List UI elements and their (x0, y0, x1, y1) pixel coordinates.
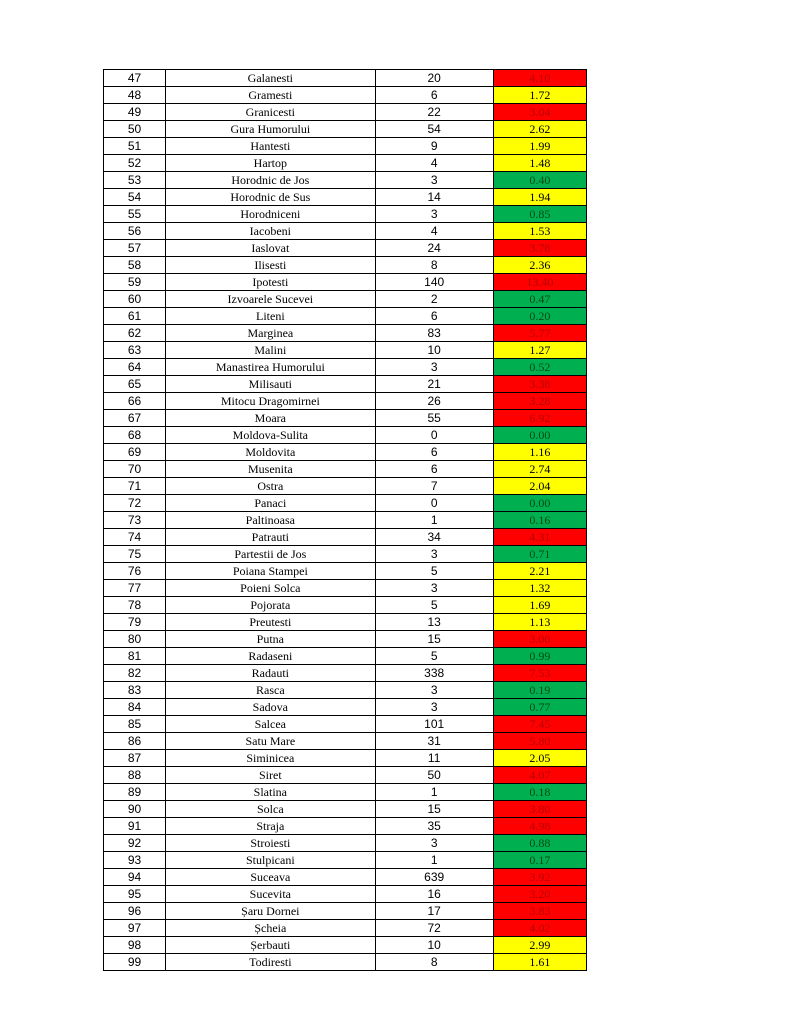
table-row (104, 529, 587, 546)
row-number-cell: 72 (104, 495, 166, 512)
row-number-cell: 54 (104, 189, 166, 206)
case-count-cell: 3 (375, 206, 493, 223)
locality-name-cell: Ilisesti (166, 257, 375, 274)
table-row (104, 478, 587, 495)
locality-name-cell: Satu Mare (166, 733, 375, 750)
table-row (104, 580, 587, 597)
incidence-rate-cell: 0.52 (493, 359, 586, 376)
incidence-rate-cell: 3.92 (493, 869, 586, 886)
incidence-rate-cell: 1.53 (493, 223, 586, 240)
incidence-rate-cell: 0.99 (493, 648, 586, 665)
case-count-cell: 9 (375, 138, 493, 155)
locality-name-cell: Horodnic de Sus (166, 189, 375, 206)
incidence-rate-cell: 0.40 (493, 172, 586, 189)
row-number-cell: 83 (104, 682, 166, 699)
row-number-cell: 59 (104, 274, 166, 291)
incidence-rate-cell: 2.36 (493, 257, 586, 274)
incidence-rate-cell: 1.48 (493, 155, 586, 172)
locality-name-cell: Milisauti (166, 376, 375, 393)
locality-name-cell: Șcheia (166, 920, 375, 937)
table-row (104, 325, 587, 342)
table-row (104, 121, 587, 138)
row-number-cell: 94 (104, 869, 166, 886)
case-count-cell: 26 (375, 393, 493, 410)
locality-name-cell: Gramesti (166, 87, 375, 104)
table-row (104, 597, 587, 614)
row-number-cell: 84 (104, 699, 166, 716)
incidence-rate-cell: 2.62 (493, 121, 586, 138)
case-count-cell: 1 (375, 512, 493, 529)
incidence-rate-cell: 0.17 (493, 852, 586, 869)
incidence-rate-cell: 4.10 (493, 70, 586, 87)
case-count-cell: 11 (375, 750, 493, 767)
incidence-rate-cell: 1.94 (493, 189, 586, 206)
table-row (104, 937, 587, 954)
incidence-rate-cell: 0.85 (493, 206, 586, 223)
table-row (104, 784, 587, 801)
case-count-cell: 20 (375, 70, 493, 87)
case-count-cell: 22 (375, 104, 493, 121)
incidence-rate-cell: 0.00 (493, 495, 586, 512)
row-number-cell: 79 (104, 614, 166, 631)
row-number-cell: 76 (104, 563, 166, 580)
case-count-cell: 7 (375, 478, 493, 495)
case-count-cell: 101 (375, 716, 493, 733)
locality-name-cell: Siret (166, 767, 375, 784)
row-number-cell: 90 (104, 801, 166, 818)
case-count-cell: 3 (375, 699, 493, 716)
incidence-rate-cell: 0.88 (493, 835, 586, 852)
incidence-rate-cell: 2.05 (493, 750, 586, 767)
table-row (104, 835, 587, 852)
table-row (104, 104, 587, 121)
table-row (104, 376, 587, 393)
row-number-cell: 75 (104, 546, 166, 563)
table-row (104, 308, 587, 325)
row-number-cell: 50 (104, 121, 166, 138)
locality-name-cell: Paltinoasa (166, 512, 375, 529)
locality-name-cell: Iacobeni (166, 223, 375, 240)
table-row (104, 648, 587, 665)
table-row (104, 716, 587, 733)
row-number-cell: 52 (104, 155, 166, 172)
case-count-cell: 1 (375, 784, 493, 801)
table-row (104, 546, 587, 563)
case-count-cell: 10 (375, 342, 493, 359)
table-row (104, 240, 587, 257)
case-count-cell: 6 (375, 461, 493, 478)
row-number-cell: 64 (104, 359, 166, 376)
row-number-cell: 88 (104, 767, 166, 784)
locality-name-cell: Șaru Dornei (166, 903, 375, 920)
incidence-rate-cell: 0.77 (493, 699, 586, 716)
row-number-cell: 49 (104, 104, 166, 121)
locality-name-cell: Stroiesti (166, 835, 375, 852)
incidence-rate-cell: 1.72 (493, 87, 586, 104)
incidence-rate-cell: 6.92 (493, 410, 586, 427)
table-row (104, 665, 587, 682)
locality-name-cell: Todiresti (166, 954, 375, 971)
locality-name-cell: Salcea (166, 716, 375, 733)
case-count-cell: 5 (375, 648, 493, 665)
locality-name-cell: Musenita (166, 461, 375, 478)
table-row (104, 359, 587, 376)
incidence-rate-cell: 13.40 (493, 274, 586, 291)
locality-name-cell: Stulpicani (166, 852, 375, 869)
case-count-cell: 3 (375, 835, 493, 852)
incidence-rate-cell: 7.53 (493, 665, 586, 682)
locality-name-cell: Hantesti (166, 138, 375, 155)
table-row (104, 393, 587, 410)
row-number-cell: 65 (104, 376, 166, 393)
locality-name-cell: Radaseni (166, 648, 375, 665)
row-number-cell: 68 (104, 427, 166, 444)
locality-name-cell: Gura Humorului (166, 121, 375, 138)
row-number-cell: 67 (104, 410, 166, 427)
table-row (104, 87, 587, 104)
row-number-cell: 78 (104, 597, 166, 614)
row-number-cell: 92 (104, 835, 166, 852)
row-number-cell: 53 (104, 172, 166, 189)
table-row (104, 461, 587, 478)
row-number-cell: 77 (104, 580, 166, 597)
case-count-cell: 8 (375, 257, 493, 274)
case-count-cell: 8 (375, 954, 493, 971)
incidence-rate-cell: 1.61 (493, 954, 586, 971)
case-count-cell: 6 (375, 444, 493, 461)
table-row (104, 733, 587, 750)
locality-name-cell: Liteni (166, 308, 375, 325)
incidence-rate-cell: 1.16 (493, 444, 586, 461)
incidence-rate-cell: 3.38 (493, 376, 586, 393)
row-number-cell: 91 (104, 818, 166, 835)
incidence-rate-cell: 1.27 (493, 342, 586, 359)
row-number-cell: 48 (104, 87, 166, 104)
case-count-cell: 2 (375, 291, 493, 308)
case-count-cell: 3 (375, 172, 493, 189)
case-count-cell: 0 (375, 427, 493, 444)
table-row (104, 155, 587, 172)
incidence-rate-cell: 0.16 (493, 512, 586, 529)
incidence-rate-cell: 2.21 (493, 563, 586, 580)
incidence-rate-cell: 2.99 (493, 937, 586, 954)
case-count-cell: 3 (375, 546, 493, 563)
incidence-rate-cell: 7.45 (493, 716, 586, 733)
locality-name-cell: Patrauti (166, 529, 375, 546)
row-number-cell: 80 (104, 631, 166, 648)
locality-name-cell: Radauti (166, 665, 375, 682)
row-number-cell: 47 (104, 70, 166, 87)
locality-name-cell: Iaslovat (166, 240, 375, 257)
case-count-cell: 639 (375, 869, 493, 886)
locality-name-cell: Moldova-Sulita (166, 427, 375, 444)
row-number-cell: 93 (104, 852, 166, 869)
incidence-rate-cell: 3.04 (493, 104, 586, 121)
case-count-cell: 3 (375, 359, 493, 376)
locality-name-cell: Sadova (166, 699, 375, 716)
case-count-cell: 54 (375, 121, 493, 138)
case-count-cell: 3 (375, 580, 493, 597)
row-number-cell: 66 (104, 393, 166, 410)
row-number-cell: 61 (104, 308, 166, 325)
row-number-cell: 89 (104, 784, 166, 801)
locality-name-cell: Suceava (166, 869, 375, 886)
table-row (104, 206, 587, 223)
locality-name-cell: Rasca (166, 682, 375, 699)
row-number-cell: 62 (104, 325, 166, 342)
locality-name-cell: Poieni Solca (166, 580, 375, 597)
table-row (104, 699, 587, 716)
row-number-cell: 55 (104, 206, 166, 223)
locality-name-cell: Galanesti (166, 70, 375, 87)
locality-name-cell: Siminicea (166, 750, 375, 767)
row-number-cell: 97 (104, 920, 166, 937)
incidence-rate-cell: 1.13 (493, 614, 586, 631)
row-number-cell: 60 (104, 291, 166, 308)
row-number-cell: 69 (104, 444, 166, 461)
table-row (104, 189, 587, 206)
incidence-rate-cell: 0.00 (493, 427, 586, 444)
locality-name-cell: Izvoarele Sucevei (166, 291, 375, 308)
locality-name-cell: Ipotesti (166, 274, 375, 291)
case-count-cell: 34 (375, 529, 493, 546)
locality-name-cell: Granicesti (166, 104, 375, 121)
case-count-cell: 140 (375, 274, 493, 291)
incidence-rate-cell: 0.19 (493, 682, 586, 699)
case-count-cell: 83 (375, 325, 493, 342)
table-row (104, 342, 587, 359)
case-count-cell: 5 (375, 563, 493, 580)
locality-name-cell: Preutesti (166, 614, 375, 631)
locality-name-cell: Putna (166, 631, 375, 648)
table-row (104, 138, 587, 155)
table-row (104, 223, 587, 240)
incidence-rate-cell: 4.31 (493, 529, 586, 546)
table-row (104, 750, 587, 767)
incidence-rate-cell: 1.69 (493, 597, 586, 614)
row-number-cell: 98 (104, 937, 166, 954)
table-row (104, 767, 587, 784)
row-number-cell: 87 (104, 750, 166, 767)
table-row (104, 852, 587, 869)
case-count-cell: 14 (375, 189, 493, 206)
locality-name-cell: Mitocu Dragomirnei (166, 393, 375, 410)
case-count-cell: 5 (375, 597, 493, 614)
table-row (104, 682, 587, 699)
locality-name-cell: Solca (166, 801, 375, 818)
row-number-cell: 95 (104, 886, 166, 903)
table-body (104, 70, 587, 971)
row-number-cell: 74 (104, 529, 166, 546)
case-count-cell: 13 (375, 614, 493, 631)
locality-name-cell: Șerbauti (166, 937, 375, 954)
incidence-rate-cell: 0.47 (493, 291, 586, 308)
locality-name-cell: Marginea (166, 325, 375, 342)
table-row (104, 410, 587, 427)
table-row (104, 869, 587, 886)
locality-name-cell: Horodniceni (166, 206, 375, 223)
row-number-cell: 81 (104, 648, 166, 665)
incidence-rate-cell: 3.80 (493, 801, 586, 818)
incidence-rate-cell: 2.74 (493, 461, 586, 478)
case-count-cell: 50 (375, 767, 493, 784)
case-count-cell: 15 (375, 801, 493, 818)
case-count-cell: 24 (375, 240, 493, 257)
table-row (104, 920, 587, 937)
locality-name-cell: Straja (166, 818, 375, 835)
locality-name-cell: Horodnic de Jos (166, 172, 375, 189)
case-count-cell: 16 (375, 886, 493, 903)
incidence-rate-cell: 5.77 (493, 325, 586, 342)
row-number-cell: 58 (104, 257, 166, 274)
case-count-cell: 6 (375, 308, 493, 325)
row-number-cell: 51 (104, 138, 166, 155)
case-count-cell: 31 (375, 733, 493, 750)
row-number-cell: 70 (104, 461, 166, 478)
locality-name-cell: Sucevita (166, 886, 375, 903)
case-count-cell: 3 (375, 682, 493, 699)
table-row (104, 172, 587, 189)
incidence-rate-cell: 3.00 (493, 631, 586, 648)
locality-name-cell: Moara (166, 410, 375, 427)
row-number-cell: 63 (104, 342, 166, 359)
incidence-rate-cell: 4.02 (493, 920, 586, 937)
incidence-rate-cell: 4.07 (493, 767, 586, 784)
case-count-cell: 15 (375, 631, 493, 648)
table-row (104, 495, 587, 512)
table-row (104, 903, 587, 920)
case-count-cell: 35 (375, 818, 493, 835)
row-number-cell: 99 (104, 954, 166, 971)
row-number-cell: 71 (104, 478, 166, 495)
table-row (104, 563, 587, 580)
incidence-rate-cell: 1.99 (493, 138, 586, 155)
row-number-cell: 73 (104, 512, 166, 529)
case-count-cell: 0 (375, 495, 493, 512)
incidence-rate-cell: 4.98 (493, 818, 586, 835)
table-row (104, 291, 587, 308)
case-count-cell: 21 (375, 376, 493, 393)
incidence-rate-cell: 3.28 (493, 393, 586, 410)
case-count-cell: 72 (375, 920, 493, 937)
locality-name-cell: Malini (166, 342, 375, 359)
case-count-cell: 55 (375, 410, 493, 427)
case-count-cell: 10 (375, 937, 493, 954)
incidence-rate-cell: 0.71 (493, 546, 586, 563)
incidence-rate-cell: 2.04 (493, 478, 586, 495)
locality-name-cell: Ostra (166, 478, 375, 495)
locality-name-cell: Poiana Stampei (166, 563, 375, 580)
incidence-rate-cell: 3.20 (493, 886, 586, 903)
table-row (104, 631, 587, 648)
row-number-cell: 96 (104, 903, 166, 920)
incidence-rate-cell: 0.18 (493, 784, 586, 801)
row-number-cell: 86 (104, 733, 166, 750)
table-row (104, 801, 587, 818)
table-row (104, 444, 587, 461)
locality-name-cell: Partestii de Jos (166, 546, 375, 563)
table-row (104, 512, 587, 529)
incidence-rate-cell: 1.32 (493, 580, 586, 597)
incidence-rate-cell: 5.80 (493, 733, 586, 750)
case-count-cell: 17 (375, 903, 493, 920)
locality-name-cell: Pojorata (166, 597, 375, 614)
locality-name-cell: Manastirea Humorului (166, 359, 375, 376)
incidence-rate-cell: 3.78 (493, 240, 586, 257)
table-row (104, 818, 587, 835)
case-count-cell: 4 (375, 223, 493, 240)
table-row (104, 954, 587, 971)
case-count-cell: 338 (375, 665, 493, 682)
row-number-cell: 82 (104, 665, 166, 682)
locality-name-cell: Slatina (166, 784, 375, 801)
locality-name-cell: Panaci (166, 495, 375, 512)
row-number-cell: 57 (104, 240, 166, 257)
case-count-cell: 4 (375, 155, 493, 172)
locality-name-cell: Moldovita (166, 444, 375, 461)
locality-name-cell: Hartop (166, 155, 375, 172)
table-row (104, 274, 587, 291)
case-count-cell: 1 (375, 852, 493, 869)
table-row (104, 427, 587, 444)
data-table (103, 69, 587, 971)
incidence-rate-cell: 3.83 (493, 903, 586, 920)
incidence-rate-cell: 0.20 (493, 308, 586, 325)
case-count-cell: 6 (375, 87, 493, 104)
table-row (104, 70, 587, 87)
table-row (104, 886, 587, 903)
row-number-cell: 56 (104, 223, 166, 240)
table-row (104, 257, 587, 274)
row-number-cell: 85 (104, 716, 166, 733)
table-row (104, 614, 587, 631)
